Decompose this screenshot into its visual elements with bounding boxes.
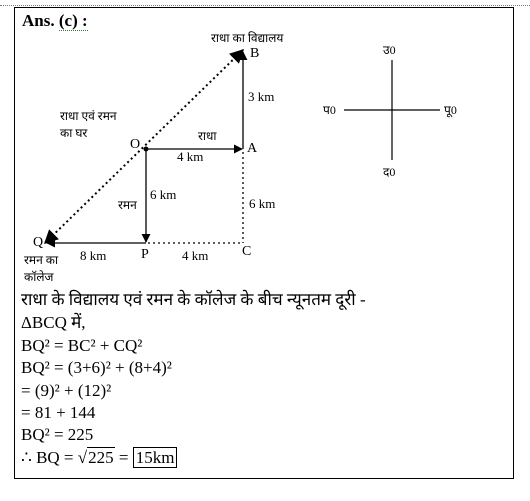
dist-op: 6 km [150,187,177,202]
compass-west: प0 [323,103,336,117]
final-equals: = [118,448,129,467]
point-b: B [250,46,260,61]
label-raman: रमन [118,198,137,212]
point-a: A [247,141,258,156]
answer-option: (c) : [58,11,88,30]
dist-ab: 3 km [248,89,275,104]
label-home-line2: का घर [60,126,88,140]
solution-line: = (9)² + (12)² [21,381,112,400]
label-college-line2: कॉलेज [24,270,54,284]
point-p: P [141,247,149,262]
label-radha-school: राधा का विद्यालय [211,31,284,45]
dist-oa: 4 km [177,149,204,164]
dist-ac: 6 km [249,196,276,211]
point-o-dot [144,147,149,152]
compass-south: द0 [383,165,396,179]
label-college-line1: रमन का [24,253,59,267]
final-answer-line [21,448,177,468]
label-radha: राधा [198,129,217,143]
dist-pc: 4 km [182,248,209,263]
solution-line: BQ² = 225 [21,425,94,444]
compass-east: पू0 [444,103,457,117]
solution-line: BQ² = (3+6)² + (8+4)² [21,358,172,377]
solution-line: ΔBCQ में, [21,313,86,332]
point-o: O [130,137,141,152]
final-radicand: 225 [88,448,114,467]
path-qb-dotted [45,50,243,243]
solution-line: BQ² = BC² + CQ² [21,336,143,355]
point-q: Q [33,235,44,250]
solution-intro: राधा के विद्यालय एवं रमन के कॉलेज के बीच न्यूनतम दूरी - [21,290,366,309]
compass-north: उ0 [383,43,396,57]
dist-qp: 8 km [80,248,107,263]
answer-label: Ans. [22,11,55,30]
solution-line: = 81 + 144 [21,403,96,422]
point-c: C [242,244,252,259]
final-prefix: ∴ BQ = √ [21,448,88,467]
label-home-line1: राधा एवं रमन [60,109,117,123]
final-answer-box: 15km [133,447,178,468]
